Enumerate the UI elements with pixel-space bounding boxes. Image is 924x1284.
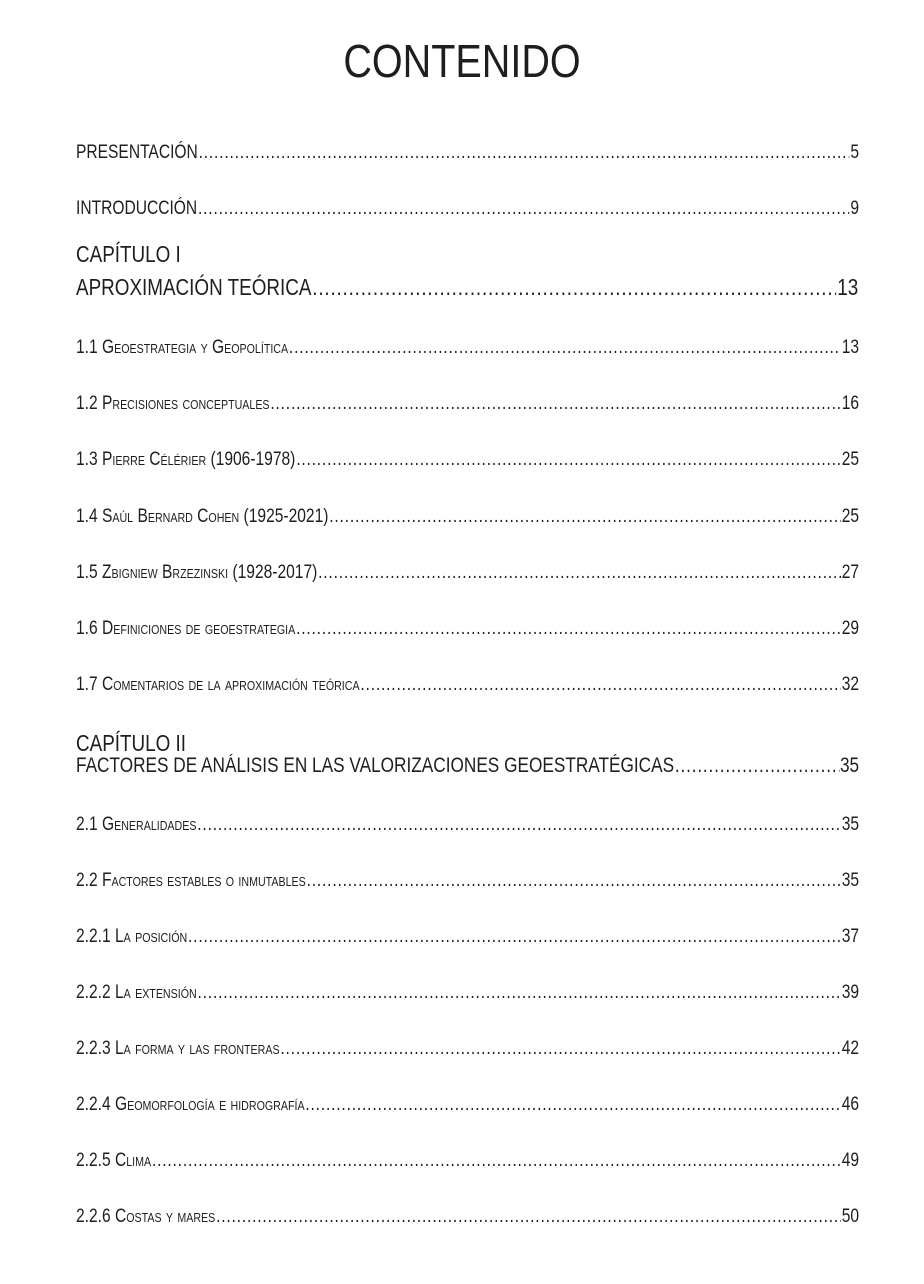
toc-entry-label: 2.1 Generalidades <box>76 814 197 835</box>
toc-entry-label: FACTORES DE ANÁLISIS EN LAS VALORIZACIONES GEOESTRATÉGICAS <box>76 754 675 777</box>
toc-page-number: 5 <box>850 142 860 163</box>
toc-entry-label: 2.2.5 Clima <box>76 1150 152 1171</box>
toc-entry-label: 2.2 Factores estables o inmutables <box>76 870 306 891</box>
dot-leader <box>152 1150 841 1172</box>
toc-page-number: 42 <box>841 1038 860 1059</box>
toc-entry[interactable] <box>76 926 859 948</box>
toc-entry[interactable] <box>76 274 858 301</box>
toc-entry[interactable] <box>76 198 859 220</box>
toc-entry[interactable] <box>76 618 859 640</box>
toc-entry[interactable] <box>76 1094 859 1116</box>
toc-page-number: 39 <box>841 982 860 1003</box>
dot-leader <box>296 449 841 471</box>
toc-entry[interactable] <box>76 982 859 1004</box>
dot-leader <box>296 618 841 640</box>
toc-page-number: 13 <box>837 274 859 300</box>
dot-leader <box>360 674 841 696</box>
toc-page-number: 35 <box>839 754 860 777</box>
toc-entry[interactable] <box>76 814 859 836</box>
dot-leader <box>305 1094 841 1116</box>
toc-entry-label: 2.2.4 Geomorfología e hidrografía <box>76 1094 305 1115</box>
chapter-heading: CAPÍTULO II <box>76 730 187 756</box>
toc-entry[interactable] <box>76 506 859 528</box>
dot-leader <box>307 870 841 892</box>
toc-page-number: 35 <box>841 814 860 835</box>
toc-entry-label: PRESENTACIÓN <box>76 142 198 163</box>
toc-entry-label: 1.7 Comentarios de la aproximación teórica <box>76 674 360 695</box>
toc-entry[interactable] <box>76 1038 859 1060</box>
dot-leader <box>188 926 841 948</box>
dot-leader <box>216 1206 841 1228</box>
dot-leader <box>198 982 841 1004</box>
toc-entry-label: APROXIMACIÓN TEÓRICA <box>76 274 312 300</box>
toc-entry[interactable] <box>76 562 859 584</box>
toc-page-number: 25 <box>841 449 860 470</box>
toc-entry[interactable] <box>76 1206 859 1228</box>
dot-leader <box>270 393 841 415</box>
dot-leader <box>329 506 841 528</box>
chapter-heading: CAPÍTULO I <box>76 241 181 267</box>
toc-entry[interactable] <box>76 142 859 164</box>
toc-page-number: 46 <box>841 1094 860 1115</box>
toc-entry-label: 2.2.6 Costas y mares <box>76 1206 216 1227</box>
toc-entry-label: INTRODUCCIÓN <box>76 198 198 219</box>
toc-page-number: 49 <box>841 1150 860 1171</box>
dot-leader <box>312 274 836 301</box>
toc-entry[interactable] <box>76 1150 859 1172</box>
toc-entry-label: 1.5 Zbigniew Brzezinski (1928-2017) <box>76 562 318 583</box>
dot-leader <box>280 1038 841 1060</box>
toc-entry[interactable] <box>76 393 859 415</box>
toc-entry-label: 1.6 Definiciones de geoestrategia <box>76 618 296 639</box>
toc-page-number: 27 <box>841 562 860 583</box>
dot-leader <box>318 562 841 584</box>
toc-page-number: 35 <box>841 870 860 891</box>
toc-page-number: 13 <box>841 337 860 358</box>
toc-entry[interactable] <box>76 870 859 892</box>
page-title: CONTENIDO <box>343 35 581 87</box>
dot-leader <box>197 814 841 836</box>
toc-page-number: 50 <box>841 1206 860 1227</box>
toc-entry[interactable] <box>76 674 859 696</box>
toc-page-number: 37 <box>841 926 860 947</box>
dot-leader <box>289 337 841 359</box>
toc-entry-label: 1.3 Pierre Célérier (1906-1978) <box>76 449 296 470</box>
toc-page-number: 32 <box>841 674 860 695</box>
toc-entry-label: 1.2 Precisiones conceptuales <box>76 393 270 414</box>
toc-page-number: 16 <box>841 393 860 414</box>
toc-entry-label: 2.2.2 La extensión <box>76 982 197 1003</box>
toc-page-number: 9 <box>850 198 860 219</box>
toc-entry-label: 1.1 Geoestrategia y Geopolítica <box>76 337 289 358</box>
toc-entry[interactable] <box>76 449 859 471</box>
toc-entry[interactable] <box>76 754 859 778</box>
toc-entry-label: 2.2.3 La forma y las fronteras <box>76 1038 280 1059</box>
toc-entry[interactable] <box>76 337 859 359</box>
dot-leader <box>675 754 839 778</box>
dot-leader <box>199 142 850 164</box>
toc-entry-label: 1.4 Saúl Bernard Cohen (1925-2021) <box>76 506 329 527</box>
dot-leader <box>198 198 850 220</box>
toc-page-number: 25 <box>841 506 860 527</box>
toc-page-number: 29 <box>841 618 860 639</box>
toc-entry-label: 2.2.1 La posición <box>76 926 188 947</box>
